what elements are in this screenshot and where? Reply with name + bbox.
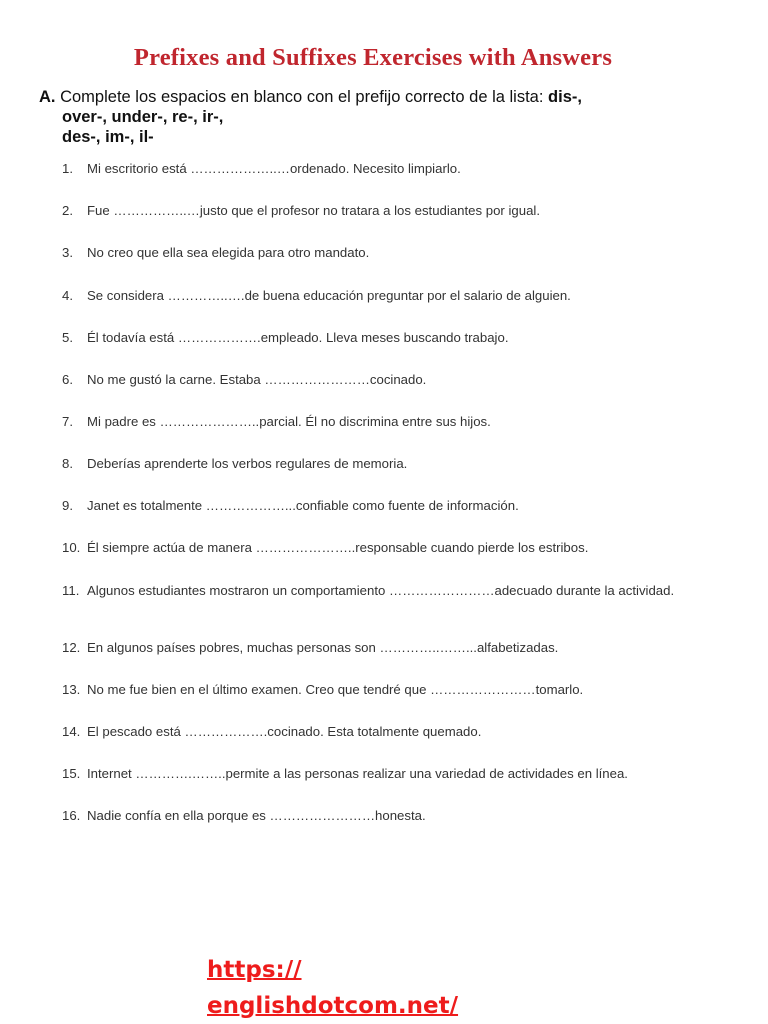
item-text: Nadie confía en ella porque es ……………………honesta. [87,808,426,823]
footer-link[interactable] [207,952,458,1024]
prefix-options-3: des-, im-, il- [62,128,154,146]
item-text: Él siempre actúa de manera …………………..responsable cuando pierde los estribos. [87,540,589,555]
exercise-item [62,161,682,177]
footer-link-line2[interactable]: englishdotcom.net/ [207,993,459,1019]
item-text: Internet ………….……..permite a las personas realizar una variedad de actividades en línea. [87,766,628,781]
item-number: 12. [62,640,81,655]
footer-link-line1[interactable]: https:// [207,957,302,983]
item-text: No me fue bien en el último examen. Creo que tendré que ……………………tomarlo. [87,682,584,697]
exercise-item [62,640,682,656]
item-text: Fue ……………..…justo que el profesor no tratara a los estudiantes por igual. [87,203,540,218]
item-number: 9. [62,498,73,513]
item-text: No me gustó la carne. Estaba ……………………cocinado. [87,372,427,387]
prefix-options-2: over-, under-, re-, ir-, [62,108,224,126]
exercise-item [62,245,682,261]
item-number: 8. [62,456,73,471]
instruction-text: Complete los espacios en blanco con el prefijo correcto de la lista: [60,88,544,106]
item-number: 6. [62,372,73,387]
exercise-item [62,498,682,514]
item-number: 1. [62,161,73,176]
item-number: 13. [62,682,81,697]
exercise-item [62,372,682,388]
item-number: 11. [62,583,80,598]
item-number: 16. [62,808,81,823]
item-text: Se considera …………..….de buena educación preguntar por el salario de alguien. [87,288,571,303]
exercise-item [62,330,682,346]
item-number: 7. [62,414,73,429]
item-text: Mi padre es …………………..parcial. Él no discrimina entre sus hijos. [87,414,491,429]
section-letter: A. [39,88,56,106]
exercise-item [62,414,682,430]
item-text: Deberías aprenderte los verbos regulares de memoria. [87,456,408,471]
item-number: 10. [62,540,81,555]
item-number: 2. [62,203,73,218]
item-text: Janet es totalmente ………………...confiable como fuente de información. [87,498,519,513]
exercise-item [62,682,682,698]
section-instruction [39,87,659,147]
item-number: 14. [62,724,81,739]
item-text: No creo que ella sea elegida para otro mandato. [87,245,370,260]
item-text: Algunos estudiantes mostraron un comportamiento ……………………adecuado durante la actividad. [87,583,675,598]
exercise-item [62,540,682,556]
exercise-item [62,583,682,599]
item-number: 5. [62,330,73,345]
item-text: Él todavía está ……………….empleado. Lleva meses buscando trabajo. [87,330,509,345]
exercise-item [62,808,682,824]
item-text: El pescado está ……………….cocinado. Esta totalmente quemado. [87,724,482,739]
exercise-item [62,456,682,472]
exercise-item [62,724,682,740]
exercise-item [62,766,682,782]
exercise-item [62,203,682,219]
item-number: 4. [62,288,73,303]
exercise-item [62,288,682,304]
prefix-options-1: dis-, [548,88,582,106]
item-text: Mi escritorio está ………………..…ordenado. Necesito limpiarlo. [87,161,461,176]
item-number: 3. [62,245,73,260]
item-text: En algunos países pobres, muchas personas son …………..……...alfabetizadas. [87,640,559,655]
page-title: Prefixes and Suffixes Exercises with Answers [133,44,613,71]
item-number: 15. [62,766,81,781]
